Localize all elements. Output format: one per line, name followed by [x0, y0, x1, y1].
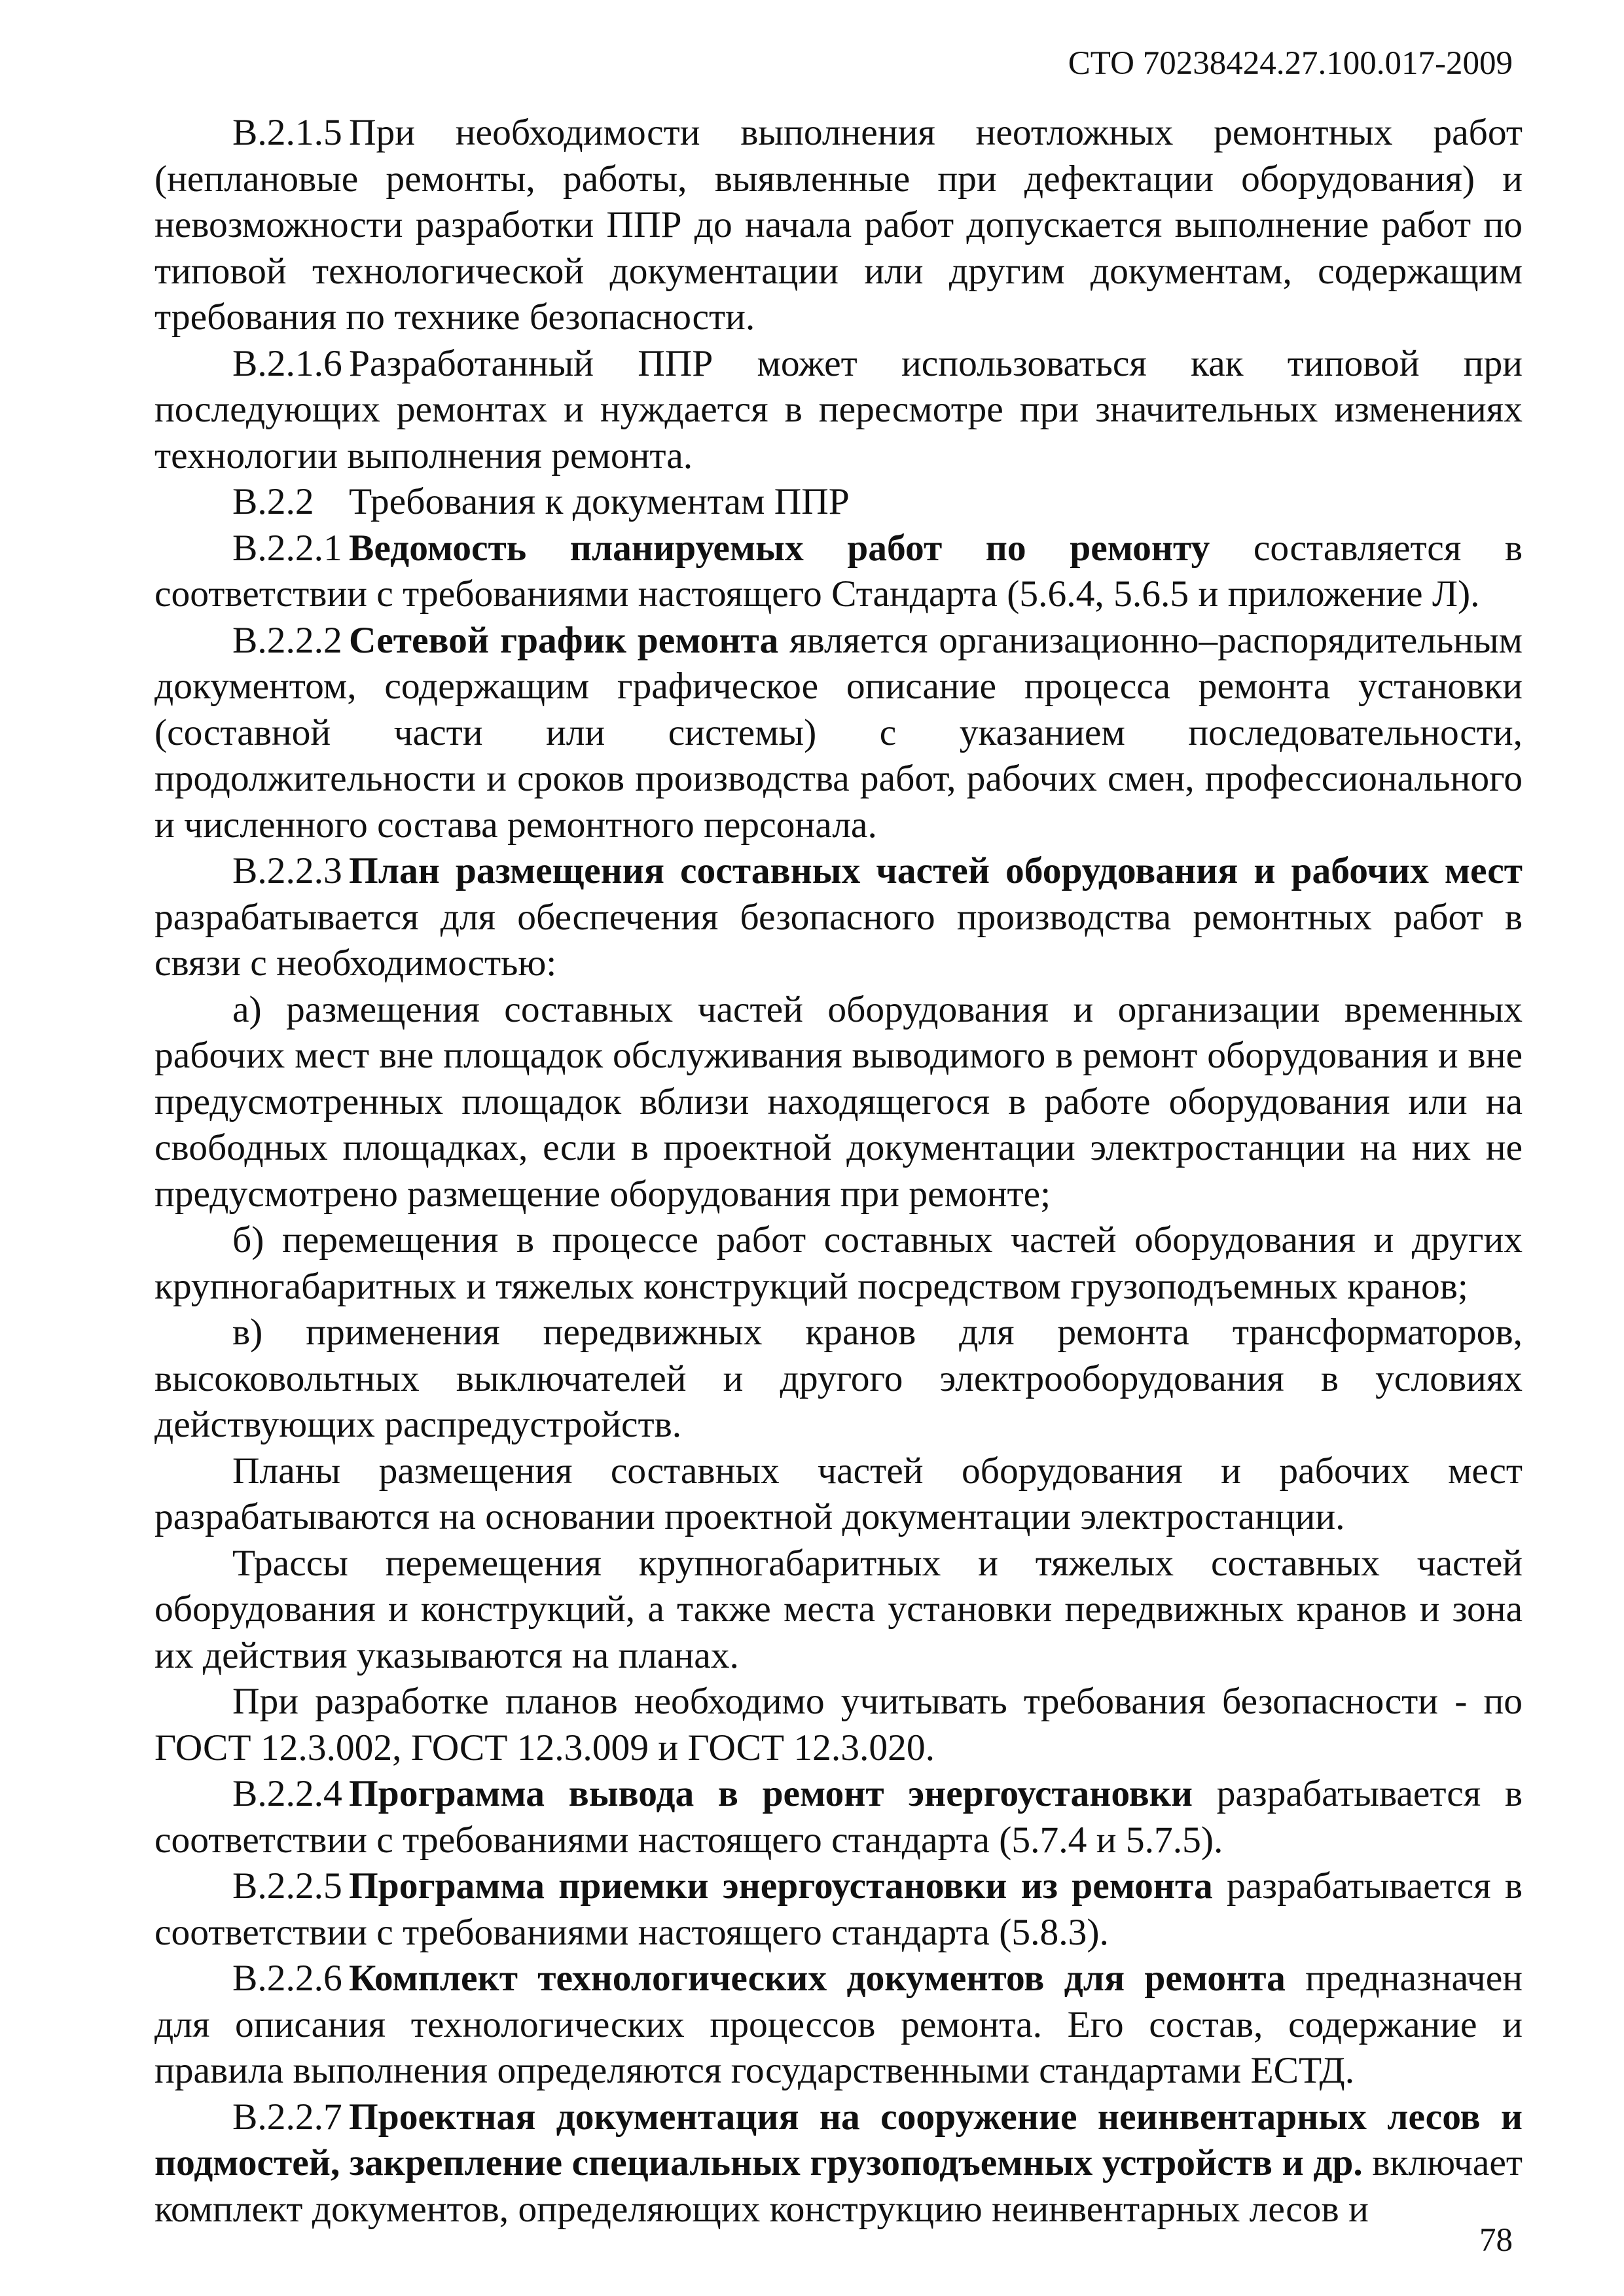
paragraph-text: включает комплект документов, определяющих конструкцию неинвентарных лесов и	[154, 2142, 1523, 2230]
bold-term: Сетевой график ремонта	[349, 619, 779, 661]
paragraph-b-2-1-6	[154, 341, 1523, 480]
list-item-b: б) перемещения в процессе работ составных частей оборудования и других крупногабаритных и тяжелых конструкций посредством грузоподъемных кранов;	[154, 1219, 1523, 1307]
page-number: 78	[1479, 2222, 1513, 2259]
paragraph-text: разрабатывается в соответствии с требованиями настоящего стандарта (5.7.4 и 5.7.5).	[154, 1773, 1523, 1861]
clause-number: В.2.2.4	[232, 1773, 342, 1814]
bold-term: Ведомость планируемых работ по ремонту	[349, 527, 1210, 569]
paragraph-text: Разработанный ППР может использоваться как типовой при последующих ремонтах и нуждается в пересмотре при значительных изменениях технологии выполнения ремонта.	[154, 342, 1523, 476]
paragraph-b-2-2-7	[154, 2094, 1523, 2233]
paragraph-text: является организационно–распорядительным документом, содержащим графическое описание процесса ремонта установки (составной части или системы) с указанием последовательности, продолжительности и сроков производства работ, рабочих смен, профессионального и численного состава ремонтного персонала.	[154, 619, 1523, 846]
clause-number: В.2.2.3	[232, 850, 342, 891]
section-heading: Требования к документам ППР	[349, 481, 850, 522]
paragraph-b-2-2-3	[154, 848, 1523, 987]
bold-term: Программа вывода в ремонт энергоустановки	[349, 1773, 1193, 1814]
paragraph-plans: Планы размещения составных частей оборудования и рабочих мест разрабатываются на основании проектной документации электростанции.	[154, 1450, 1523, 1537]
paragraph-text: предназначен для описания технологических процессов ремонта. Его состав, содержание и правила выполнения определяются государственными стандартами ЕСТД.	[154, 1958, 1523, 2091]
clause-number: В.2.2.2	[232, 619, 342, 661]
list-item-a: а) размещения составных частей оборудования и организации временных рабочих мест вне площадок обслуживания выводимого в ремонт оборудования и вне предусмотренных площадок вблизи находящегося в работе оборудования или на свободных площадках, если в проектной документации электростанции на них не предусмотрено размещение оборудования при ремонте;	[154, 988, 1523, 1215]
bold-term: Проектная документация на сооружение неинвентарных лесов и подмостей, закрепление специальных грузоподъемных устройств и др.	[154, 2096, 1523, 2183]
document-code-header: СТО 70238424.27.100.017-2009	[1068, 45, 1513, 82]
paragraph-text: составляется в соответствии с требованиями настоящего Стандарта (5.6.4, 5.6.5 и приложение Л).	[154, 527, 1523, 615]
paragraph-b-2-2-5	[154, 1863, 1523, 1956]
bold-term: План размещения составных частей оборудования и рабочих мест	[349, 850, 1523, 891]
clause-number: В.2.2.5	[232, 1865, 342, 1907]
document-body	[154, 110, 1523, 2233]
paragraph-text: При необходимости выполнения неотложных ремонтных работ (неплановые ремонты, работы, выявленные при дефектации оборудования) и невозможности разработки ППР до начала работ допускается выполнение работ по типовой технологической документации или другим документам, содержащим требования по технике безопасности.	[154, 112, 1523, 338]
clause-number: В.2.1.6	[232, 342, 342, 384]
bold-term: Программа приемки энергоустановки из ремонта	[349, 1865, 1213, 1907]
paragraph-b-2-2-6	[154, 1956, 1523, 2094]
list-item-v: в) применения передвижных кранов для ремонта трансформаторов, высоковольтных выключателей и другого электрооборудования в условиях действующих распредустройств.	[154, 1312, 1523, 1445]
clause-number: В.2.1.5	[232, 112, 342, 153]
clause-number: В.2.2	[232, 481, 314, 522]
paragraph-text: разрабатывается в соответствии с требованиями настоящего стандарта (5.8.3).	[154, 1865, 1523, 1953]
paragraph-text: разрабатывается для обеспечения безопасного производства ремонтных работ в связи с необходимостью:	[154, 896, 1523, 984]
clause-number: В.2.2.6	[232, 1958, 342, 1999]
bold-term: Комплект технологических документов для ремонта	[349, 1958, 1286, 1999]
paragraph-b-2-2-2	[154, 618, 1523, 849]
paragraph-b-2-2-1	[154, 526, 1523, 618]
paragraph-b-2-1-5	[154, 110, 1523, 341]
paragraph-b-2-2-4	[154, 1771, 1523, 1863]
paragraph-b-2-2-heading	[154, 479, 1523, 526]
paragraph-routes: Трассы перемещения крупногабаритных и тяжелых составных частей оборудования и конструкций, а также места установки передвижных кранов и зона их действия указываются на планах.	[154, 1542, 1523, 1676]
paragraph-safety: При разработке планов необходимо учитывать требования безопасности - по ГОСТ 12.3.002, ГОСТ 12.3.009 и ГОСТ 12.3.020.	[154, 1681, 1523, 1768]
clause-number: В.2.2.1	[232, 527, 342, 569]
clause-number: В.2.2.7	[232, 2096, 342, 2138]
